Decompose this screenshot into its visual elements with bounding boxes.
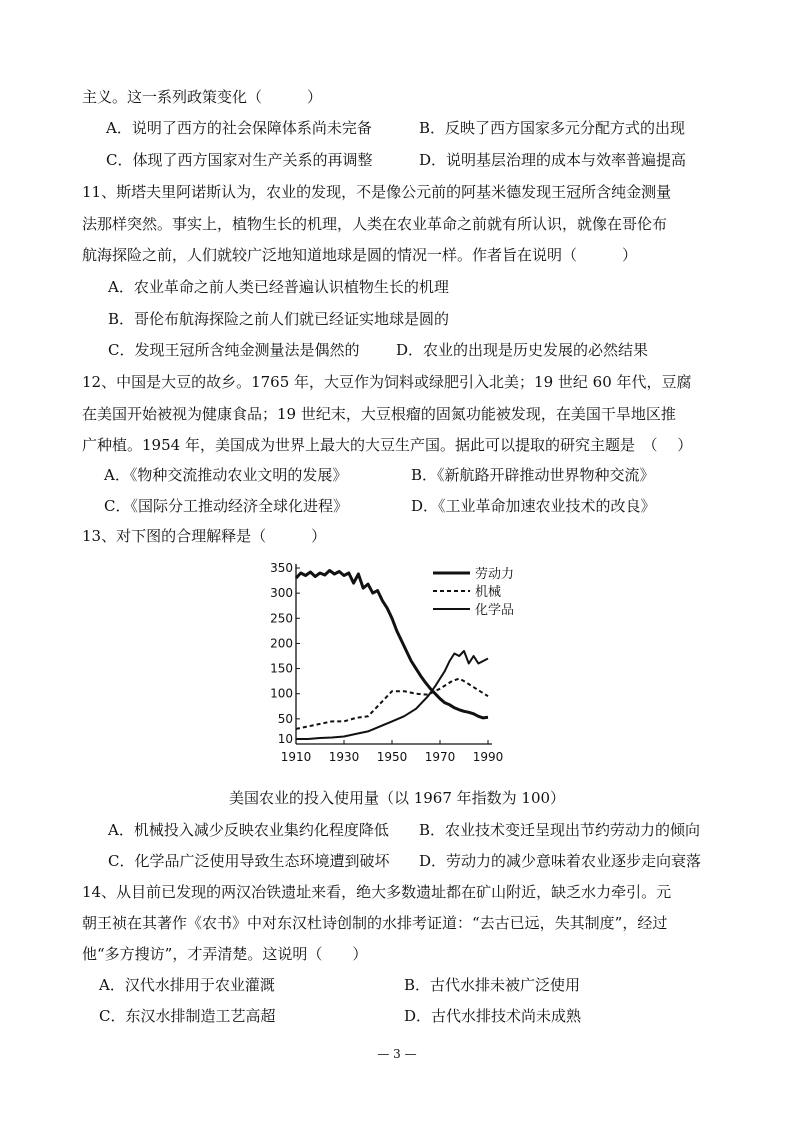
q11-stem-line-2: 法那样突然。事实上，植物生长的机理，人类在农业革命之前就有所认识，就像在哥伦布 — [82, 215, 668, 233]
y-tick-label: 50 — [277, 711, 293, 726]
x-tick-label: 1950 — [376, 750, 408, 764]
x-tick-label: 1990 — [472, 750, 504, 764]
q13-stem: 13、对下图的合理解释是（ ） — [82, 527, 327, 545]
q11-option-a[interactable]: A．农业革命之前人类已经普遍认识植物生长的机理 — [108, 278, 449, 296]
q13-option-d[interactable]: D．劳动力的减少意味着农业逐步走向衰落 — [419, 852, 702, 870]
y-tick-label: 350 — [270, 561, 293, 575]
q12-stem-line-3: 广种植。1954 年，美国成为世界上最大的大豆生产国。据此可以提取的研究主题是 （ ） — [82, 436, 693, 454]
y-tick-label: 100 — [270, 686, 293, 701]
q13-option-a[interactable]: A．机械投入减少反映农业集约化程度降低 — [108, 821, 389, 839]
q10-option-a[interactable]: A．说明了西方的社会保障体系尚未完备 — [106, 119, 372, 137]
chart-legend — [433, 566, 514, 618]
q14-stem-line-2: 朝王祯在其著作《农书》中对东汉杜诗创制的水排考证道：“去古已远，失其制度”，经过 — [82, 914, 668, 932]
y-tick-label: 200 — [270, 636, 293, 651]
q14-stem-line-1: 14、从目前已发现的两汉冶铁遗址来看，绝大多数遗址都在矿山附近，缺乏水力牵引。元 — [82, 883, 672, 901]
q11-stem-line-3: 航海探险之前，人们就较广泛地知道地球是圆的情况一样。作者旨在说明（ ） — [82, 246, 638, 264]
series-line-labor — [296, 571, 488, 718]
q10-option-b[interactable]: B．反映了西方国家多元分配方式的出现 — [419, 119, 686, 137]
q12-option-a[interactable]: A．《物种交流推动农业文明的发展》 — [104, 466, 348, 484]
series-lines — [296, 571, 488, 740]
q11-option-d[interactable]: D．农业的出现是历史发展的必然结果 — [396, 341, 649, 359]
legend-label-machinery: 机械 — [475, 585, 502, 600]
y-tick-label: 150 — [270, 661, 293, 676]
q14-option-d[interactable]: D．古代水排技术尚未成熟 — [404, 1007, 582, 1025]
page-number: — 3 — — [377, 1047, 417, 1061]
q11-option-c[interactable]: C．发现王冠所含纯金测量法是偶然的 — [108, 341, 360, 359]
x-tick-label: 1970 — [424, 750, 456, 764]
y-tick-label: 250 — [270, 611, 293, 626]
q10-stem-end: 主义。这一系列政策变化（ ） — [82, 88, 323, 106]
q12-option-b[interactable]: B．《新航路开辟推动世界物种交流》 — [411, 466, 655, 484]
q12-stem-line-1: 12、中国是大豆的故乡。1765 年，大豆作为饲料或绿肥引入北美；19 世纪 60 年代，豆腐 — [82, 373, 692, 391]
q13-option-b[interactable]: B．农业技术变迁呈现出节约劳动力的倾向 — [419, 821, 701, 839]
x-tick-label: 1910 — [280, 750, 312, 764]
q14-option-b[interactable]: B．古代水排未被广泛使用 — [404, 976, 581, 994]
q12-option-d[interactable]: D．《工业革命加速农业技术的改良》 — [411, 497, 656, 515]
q10-option-d[interactable]: D．说明基层治理的成本与效率普遍提高 — [419, 151, 687, 169]
chart-caption: 美国农业的投入使用量（以 1967 年指数为 100） — [228, 789, 566, 807]
y-tick-label: 300 — [270, 586, 293, 601]
q14-option-a[interactable]: A．汉代水排用于农业灌溉 — [99, 976, 275, 994]
series-line-chemicals — [296, 651, 488, 739]
y-axis — [270, 561, 300, 746]
q11-option-b[interactable]: B．哥伦布航海探险之前人们就已经证实地球是圆的 — [108, 310, 450, 328]
input-usage-chart — [270, 560, 540, 770]
q13-option-c[interactable]: C．化学品广泛使用导致生态环境遭到破坏 — [108, 852, 390, 870]
y-tick-label: 10 — [277, 731, 293, 746]
x-tick-label: 1930 — [328, 750, 360, 764]
legend-label-chemicals: 化学品 — [475, 603, 515, 618]
q12-option-c[interactable]: C．《国际分工推动经济全球化进程》 — [104, 497, 348, 515]
x-axis — [281, 740, 504, 764]
legend-label-labor: 劳动力 — [475, 567, 515, 582]
q14-option-c[interactable]: C．东汉水排制造工艺高超 — [99, 1007, 276, 1025]
q14-stem-line-3: 他“多方搜访”，才弄清楚。这说明（ ） — [82, 945, 368, 963]
q11-stem-line-1: 11、斯塔夫里阿诺斯认为，农业的发现，不是像公元前的阿基米德发现王冠所含纯金测量 — [82, 183, 672, 201]
q12-stem-line-2: 在美国开始被视为健康食品；19 世纪末，大豆根瘤的固氮功能被发现，在美国干旱地区推 — [82, 405, 676, 423]
q10-option-c[interactable]: C．体现了西方国家对生产关系的再调整 — [106, 151, 373, 169]
